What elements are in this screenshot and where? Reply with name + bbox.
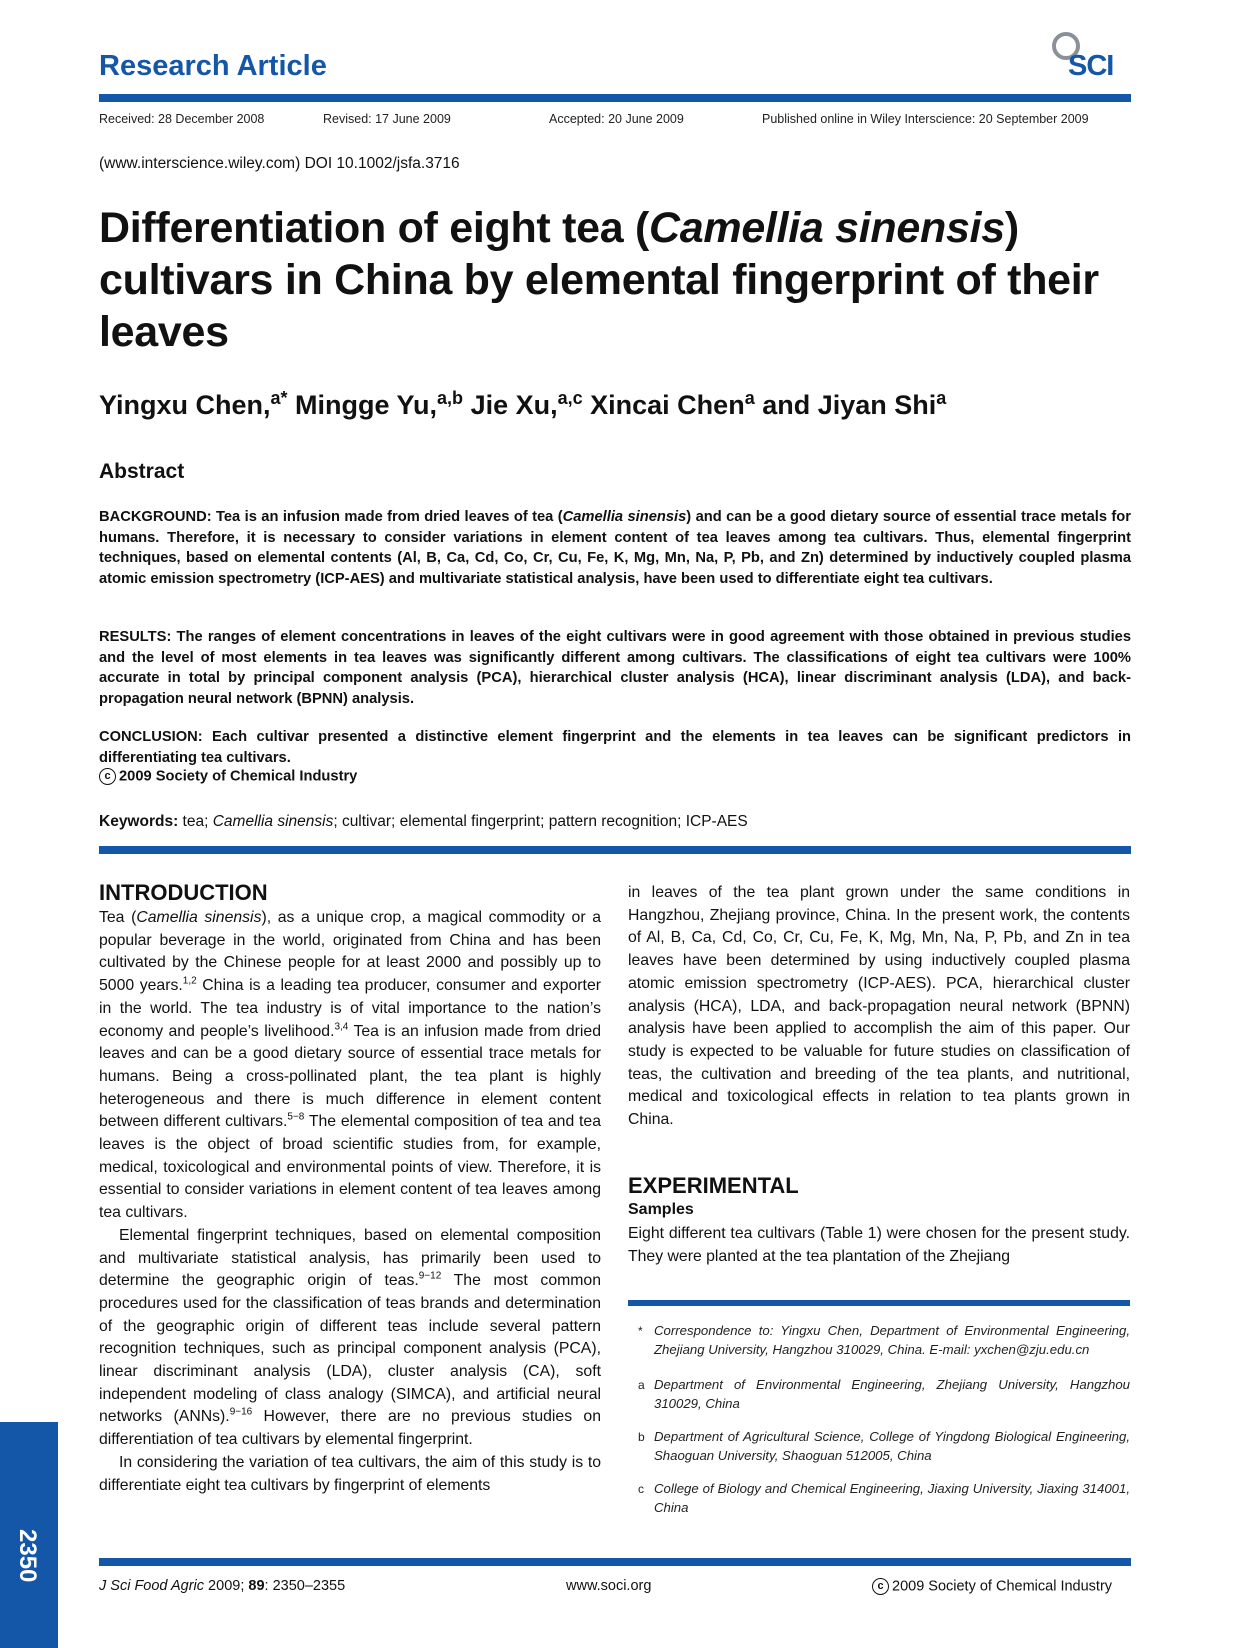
abstract-rule: [99, 846, 1131, 854]
footer-copyright: c 2009 Society of Chemical Industry: [872, 1578, 1112, 1595]
accepted-date: Accepted: 20 June 2009: [549, 112, 684, 126]
footer-rule: [99, 1558, 1131, 1566]
samples-subheading: Samples: [628, 1201, 694, 1218]
page-number-tab: [0, 1422, 58, 1648]
doi-link[interactable]: (www.interscience.wiley.com) DOI 10.1002/jsfa.3716: [99, 155, 460, 172]
intro-paragraph-2: Elemental fingerprint techniques, based on elemental composition and multivariate statistical analysis, has primarily been used to determine the geographic origin of teas.$^{9-12}$ The most common procedures used for the classification of teas brands and determination of the geographic origin of different teas include several pattern recognition techniques, such as principal component analysis (PCA), linear discriminant analysis (LDA), cluster analysis (CA), soft independent modeling of class analogy (SIMCA), and artificial neural networks (ANNs).$^{9-16}$ However, there are no previous studies on differentiation of tea cultivars by elemental fingerprint.: [99, 1226, 602, 1449]
keywords: Keywords: tea; Camellia sinensis; cultivar; elemental fingerprint; pattern recognition; ICP-AES: [99, 813, 748, 830]
introduction-continued: in leaves of the tea plant grown under the same conditions in Hangzhou, Zhejiang province, China. In the present work, the contents of Al, B, Ca, Cd, Co, Cr, Cu, Fe, K, Mg, Mn, Na, P, Pb, and Zn in tea leaves have been determined by using inductively coupled plasma atomic emission spectrometry (ICP-AES). PCA, hierarchical cluster analysis (HCA), LDA, and back-propagation neural network (BPNN) analysis have been applied to accomplish the aim of this paper. Our study is expected to be valuable for future studies on classification of teas, the cultivation and breeding of the tea plants, and nutritional, medical and toxicological effects in relation to tea plants grown in China.: [628, 884, 1130, 1129]
copyright-icon: c: [99, 768, 116, 785]
logo-text: SCI: [1068, 50, 1114, 82]
sci-logo: [1050, 30, 1130, 82]
affiliation-c: c College of Biology and Chemical Engineering, Jiaxing University, Jiaxing 314001, China: [638, 1481, 1130, 1515]
samples-text: Eight different tea cultivars (Table 1) were chosen for the present study. They were planted at the tea plantation of the Zhejiang: [628, 1225, 1130, 1265]
header-rule: [99, 94, 1131, 102]
intro-paragraph-3: In considering the variation of tea cultivars, the aim of this study is to differentiate eight tea cultivars by fingerprint of elements: [99, 1453, 601, 1494]
footnote-rule: [628, 1300, 1130, 1306]
author-list: Yingxu Chen,$^{a*}$ Mingge Yu,$^{a,b}$ Jie Xu,$^{a,c}$ Xincai Chen$^a$ and Jiyan Shi$^a$: [99, 388, 947, 420]
received-date: Received: 28 December 2008: [99, 112, 265, 126]
page-number: 2350: [14, 1529, 41, 1583]
correspondence-footnote: * Correspondence to: Yingxu Chen, Department of Environmental Engineering, Zhejiang University, Hangzhou 310029, China. E-mail: yxchen@zju.edu.cn: [638, 1323, 1130, 1357]
article-type-label: Research Article: [99, 50, 327, 82]
society-website-link[interactable]: www.soci.org: [566, 1578, 652, 1594]
journal-citation: J Sci Food Agric 2009; 89: 2350–2355: [99, 1578, 346, 1594]
affiliation-a: a Department of Environmental Engineering, Zhejiang University, Hangzhou 310029, China: [638, 1377, 1130, 1411]
abstract-conclusion: CONCLUSION: Each cultivar presented a distinctive element fingerprint and the elements in tea leaves can be significant predictors in differentiating tea cultivars.: [99, 729, 1131, 766]
experimental-heading: EXPERIMENTAL: [628, 1173, 799, 1198]
affiliation-b: b Department of Agricultural Science, College of Yingdong Biological Engineering, Shaoguan University, Shaoguan 512005, China: [638, 1429, 1130, 1463]
intro-paragraph-1: Tea (Camellia sinensis), as a unique crop, a magical commodity or a popular beverage in the world, originated from China and has been cultivated by the Chinese people for at least 2000 and possibly up to 5000 years.$^{1,2}$ China is a leading tea producer, consumer and exporter in the world. The tea industry is of vital importance to the nation’s economy and people’s livelihood.$^{3,4}$ Tea is an infusion made from dried leaves and can be a good dietary source of essential trace metals for humans. Being a cross-pollinated plant, the tea plant is highly heterogeneous and there is much difference in element content between different cultivars.$^{5-8}$ The elemental composition of tea and tea leaves is the object of broad scientific studies from, for example, medical, toxicological and environmental points of view. Therefore, it is essential to consider variations in element content of tea leaves among tea cultivars.: [99, 909, 601, 1222]
introduction-heading: INTRODUCTION: [99, 880, 268, 905]
abstract-results: RESULTS: The ranges of element concentrations in leaves of the eight cultivars were in good agreement with those obtained in previous studies and the level of most elements in tea leaves was significantly different among cultivars. The classifications of eight tea cultivars were 100% accurate in total by principal component analysis (PCA), hierarchical cluster analysis (HCA), linear discriminant analysis (LDA), and back-propagation neural network (BPNN) analysis.: [99, 629, 1131, 707]
article-title: Differentiation of eight tea (Camellia sinensis) cultivars in China by elemental fingerprint of their leaves: [99, 204, 1099, 356]
published-date: Published online in Wiley Interscience: 20 September 2009: [762, 112, 1089, 126]
abstract-heading: Abstract: [99, 460, 185, 483]
copyright-icon: c: [872, 1578, 889, 1595]
abstract-copyright: c 2009 Society of Chemical Industry: [99, 768, 357, 785]
revised-date: Revised: 17 June 2009: [323, 112, 451, 126]
abstract-background: BACKGROUND: Tea is an infusion made from dried leaves of tea (Camellia sinensis) and can be a good dietary source of essential trace metals for humans. Therefore, it is necessary to consider variations in element content of tea leaves among tea cultivars. Thus, elemental fingerprint techniques, based on elemental contents (Al, B, Ca, Cd, Co, Cr, Cu, Fe, K, Mg, Mn, Na, P, Pb, and Zn) determined by inductively coupled plasma atomic emission spectrometry (ICP-AES) and multivariate statistical analysis, have been used to differentiate eight tea cultivars.: [99, 509, 1131, 587]
introduction-body: [99, 907, 601, 1497]
